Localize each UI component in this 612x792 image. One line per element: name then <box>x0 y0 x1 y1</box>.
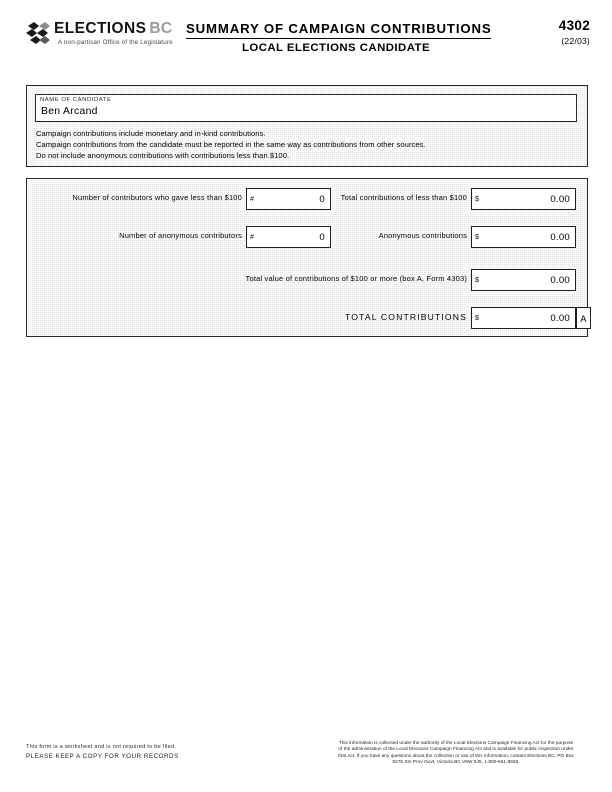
footer-keep-copy-note: PLEASE KEEP A COPY FOR YOUR RECORDS <box>26 752 179 760</box>
instruction-line: Do not include anonymous contributions with contributions less than $100. <box>36 151 290 161</box>
form-number: 4302 <box>558 18 590 33</box>
form-number-group <box>500 18 590 46</box>
candidate-name-value: Ben Arcand <box>41 106 98 117</box>
instruction-line: Campaign contributions include monetary and in-kind contributions. <box>36 129 266 138</box>
dollar-symbol: $ <box>475 275 479 284</box>
field-anonymous-contributions[interactable] <box>471 226 576 248</box>
privacy-notice-line: This information is collected under the authority of the Local Elections Campaign Financing Act for the purpose <box>338 741 574 746</box>
page-header <box>0 0 612 70</box>
logo-wordmark <box>54 20 173 37</box>
logo-wordmark-bc: BC <box>149 20 173 37</box>
field-anonymous-contributors[interactable] <box>246 226 331 248</box>
contributions-table-panel <box>26 178 588 337</box>
instruction-line: Campaign contributions from the candidate must be reported in the same way as contributions from other sources. <box>36 140 426 150</box>
label-total-contributions: TOTAL CONTRIBUTIONS <box>345 312 467 322</box>
field-total-contributions[interactable] <box>471 307 576 329</box>
box-letter-a: A <box>576 307 591 329</box>
field-value: 0 <box>319 231 325 243</box>
footer-left-block <box>26 744 276 761</box>
privacy-notice-line: 9275 Stn Prov Govt, Victoria BC V8W 9J6, 1-800-661-8683. <box>392 760 520 766</box>
privacy-notice-line: of the administration of the Local Elections Campaign Financing Act and is available for public inspection under <box>338 747 574 753</box>
logo-wordmark-main: ELECTIONS <box>54 20 147 37</box>
field-value: 0.00 <box>550 274 570 286</box>
dollar-symbol: $ <box>475 232 479 241</box>
instructions-block <box>36 129 581 163</box>
dollar-symbol: $ <box>475 194 479 203</box>
field-total-under-100[interactable] <box>471 188 576 210</box>
label-contributions-100-or-more: Total value of contributions of $100 or more (box A, Form 4303) <box>245 274 467 283</box>
form-revision-date: (22/03) <box>561 36 590 46</box>
count-symbol: # <box>250 232 254 241</box>
label-contributors-under-100: Number of contributors who gave less than $100 <box>72 193 242 202</box>
field-contributions-100-or-more[interactable] <box>471 269 576 291</box>
form-title: SUMMARY OF CAMPAIGN CONTRIBUTIONS <box>186 21 491 39</box>
dollar-symbol: $ <box>475 313 479 322</box>
count-symbol: # <box>250 194 254 203</box>
form-title-group <box>186 20 492 54</box>
field-value: 0.00 <box>550 231 570 243</box>
form-subtitle: LOCAL ELECTIONS CANDIDATE <box>241 42 430 54</box>
candidate-name-field[interactable] <box>35 94 577 122</box>
field-value: 0.00 <box>550 193 570 205</box>
elections-bc-logo-mark <box>26 21 52 45</box>
label-anonymous-contributors: Number of anonymous contributors <box>119 231 242 240</box>
label-anonymous-contributions: Anonymous contributions <box>378 231 467 240</box>
candidate-info-panel <box>26 85 588 167</box>
elections-bc-logo <box>26 20 201 54</box>
footer-privacy-notice <box>322 741 590 767</box>
field-value: 0.00 <box>550 312 570 324</box>
footer-worksheet-note: This form is a worksheet and is not required to be filed. <box>26 744 177 750</box>
candidate-name-label: NAME OF CANDIDATE <box>40 97 112 103</box>
label-total-under-100: Total contributions of less than $100 <box>340 193 467 202</box>
privacy-notice-line: that Act. If you have any questions about the collection or use of this information, contact Elections BC, PO Box <box>338 753 574 759</box>
logo-tagline: A non-partisan Office of the Legislature <box>58 39 173 46</box>
field-value: 0 <box>319 193 325 205</box>
field-contributors-under-100[interactable] <box>246 188 331 210</box>
